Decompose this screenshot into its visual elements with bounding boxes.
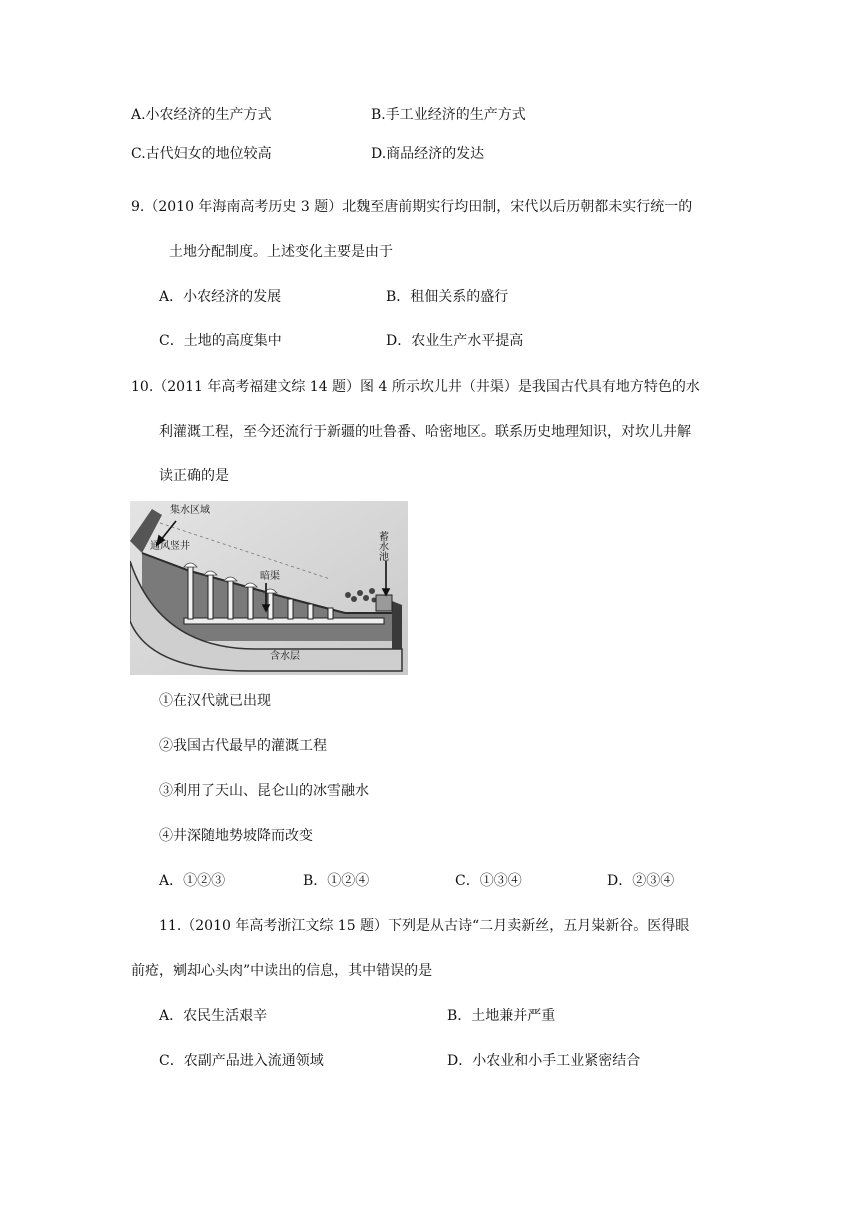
q9-option-c: C．土地的高度集中 xyxy=(159,333,282,349)
q10-option-c: C．①③④ xyxy=(455,873,522,889)
q9-stem-line1: 9.（2010 年海南高考历史 3 题）北魏至唐前期实行均田制，宋代以后历朝都未实行统一的 xyxy=(131,199,693,215)
q11-stem-line2: 前疮，剜却心头肉”中读出的信息，其中错误的是 xyxy=(131,963,433,979)
q11-option-c: C．农副产品进入流通领域 xyxy=(159,1053,324,1069)
q11-option-b: B．土地兼并严重 xyxy=(447,1008,556,1024)
q9-option-b: B．租佃关系的盛行 xyxy=(386,289,509,305)
label-channel: 暗渠 xyxy=(260,571,280,582)
q8-option-c: C.古代妇女的地位较高 xyxy=(131,146,272,162)
q9-stem-line2: 土地分配制度。上述变化主要是由于 xyxy=(169,244,393,260)
q10-statement-4: ④井深随地势坡降而改变 xyxy=(159,828,313,844)
label-shaft: 通风竖井 xyxy=(150,541,190,552)
q11-option-a: A．农民生活艰辛 xyxy=(159,1008,268,1024)
q10-stem-line1: 10.（2011 年高考福建文综 14 题）图 4 所示坎儿井（井渠）是我国古代具有地方特色的水 xyxy=(131,379,700,395)
karez-diagram xyxy=(130,501,408,675)
q10-option-b: B．①②④ xyxy=(303,873,370,889)
label-catchment: 集水区域 xyxy=(170,505,210,516)
reservoir xyxy=(376,595,392,611)
q8-option-a: A.小农经济的生产方式 xyxy=(131,107,272,123)
q11-option-d: D．小农业和小手工业紧密结合 xyxy=(447,1053,641,1069)
q8-option-b: B.手工业经济的生产方式 xyxy=(371,107,526,123)
q10-option-d: D．②③④ xyxy=(607,873,675,889)
q9-option-d: D．农业生产水平提高 xyxy=(386,333,524,349)
q10-stem-line2: 利灌溉工程，至今还流行于新疆的吐鲁番、哈密地区。联系历史地理知识，对坎儿井解 xyxy=(159,424,691,440)
q8-option-d: D.商品经济的发达 xyxy=(371,146,485,162)
q10-stem-line3: 读正确的是 xyxy=(159,468,229,484)
underground-channel xyxy=(184,618,384,624)
q10-statement-3: ③利用了天山、昆仑山的冰雪融水 xyxy=(159,783,369,799)
label-reservoir-group xyxy=(377,530,389,562)
q11-stem-line1: 11.（2010 年高考浙江文综 15 题）下列是从古诗“二月卖新丝，五月粜新谷。医得眼 xyxy=(159,918,690,934)
label-aquifer: 含水层 xyxy=(270,651,300,662)
label-reservoir: 蓄水池 xyxy=(376,531,388,561)
q10-statement-1: ①在汉代就已出现 xyxy=(159,693,271,709)
q9-option-a: A．小农经济的发展 xyxy=(159,289,282,305)
q10-statement-2: ②我国古代最早的灌溉工程 xyxy=(159,738,327,754)
q10-option-a: A．①②③ xyxy=(159,873,226,889)
